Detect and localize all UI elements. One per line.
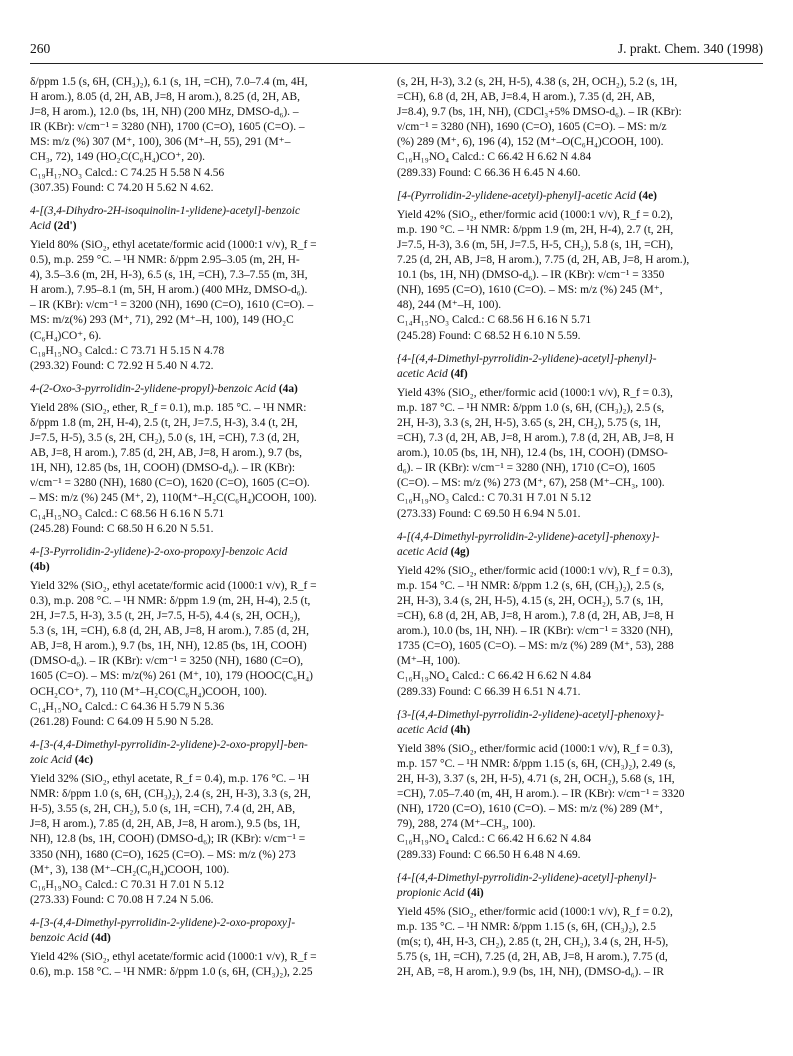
compound-name: {3-[(4,4-Dimethyl-pyrrolidin-2-ylidene)-acetyl]-phenoxy}- acetic Acid: [397, 708, 665, 736]
elemental-analysis: C₁₆H₁₉NO₄ Calcd.: C 66.42 H 6.62 N 4.84 (289.33) Found: C 66.36 H 6.45 N 4.60.: [397, 151, 592, 179]
compound-name: 4-[3-Pyrrolidin-2-ylidene)-2-oxo-propoxy]-benzoic Acid: [30, 545, 288, 558]
experimental-data: Yield 32% (SiO₂, ethyl acetate, R_f = 0.4), m.p. 176 °C. – ¹H NMR: δ/ppm 1.0 (s, 6H, (CH₃)₂), 2.4 (s, 2H, H-3), 3.3 (s, 2H, H-5), 3.55 (s, 2H, CH₂), 5.0 (s, 1H, =CH), 7.4 (d, 2H, AB, J=8, H arom.), 7.85 (d, 2H, AB, J=8, H arom.), 9.5 (bs, 1H, NH), 12.8 (bs, 1H, COOH) (DMSO-d₆); IR (KBr): ν/cm⁻¹ = 3350 (NH), 1680 (C=O), 1625 (C=O). – MS: m/z (%) 273 (M⁺, 3), 138 (M⁺–CH₂(C₆H₄)COOH, 100).: [30, 773, 311, 876]
compound-entry: [30, 916, 397, 980]
compound-entry: [30, 204, 397, 374]
elemental-analysis: C₁₈H₁₅NO₃ Calcd.: C 73.71 H 5.15 N 4.78 (293.32) Found: C 72.92 H 5.40 N 4.72.: [30, 344, 225, 372]
compound-entry: [397, 189, 764, 344]
experimental-data: (s, 2H, H-3), 3.2 (s, 2H, H-5), 4.38 (s, 2H, OCH₂), 5.2 (s, 1H, =CH), 6.8 (d, 2H, AB, J=8.4, H arom.), 7.35 (d, 2H, AB, J=8.4), 9.7 (bs, 1H, NH), (CDCl₃+5% DMSO-d₆). – IR (KBr): ν/cm⁻¹ = 3280 (NH), 1690 (C=O), 1605 (C=O). – MS: m/z (%) 289 (M⁺, 6), 196 (4), 152 (M⁺–O(C₆H₄)COOH, 100).: [397, 76, 682, 149]
elemental-analysis: C₁₄H₁₅NO₃ Calcd.: C 68.56 H 6.16 N 5.71 (245.28) Found: C 68.50 H 6.20 N 5.51.: [30, 507, 225, 535]
compound-name: 4-[3-(4,4-Dimethyl-pyrrolidin-2-ylidene)-2-oxo-propoxy]- benzoic Acid: [30, 916, 296, 944]
elemental-analysis: C₁₄H₁₅NO₃ Calcd.: C 68.56 H 6.16 N 5.71 (245.28) Found: C 68.52 H 6.10 N 5.59.: [397, 314, 592, 342]
experimental-data: δ/ppm 1.5 (s, 6H, (CH₃)₂), 6.1 (s, 1H, =CH), 7.0–7.4 (m, 4H, H arom.), 8.05 (d, 2H, AB, J=8, H arom.), 8.25 (d, 2H, AB, J=8, H arom.), 12.0 (bs, 1H, NH) (200 MHz, DMSO-d₆). – IR (KBr): ν/cm⁻¹ = 3280 (NH), 1700 (C=O), 1605 (C=O). – MS: m/z (%) 307 (M⁺, 100), 306 (M⁺–H, 55), 291 (M⁺– CH₃, 72), 149 (HO₂C(C₆H₄)CO⁺, 20).: [30, 76, 308, 164]
compound-heading: [30, 545, 397, 575]
experimental-data: Yield 42% (SiO₂, ether/formic acid (1000:1 v/v), R_f = 0.3), m.p. 154 °C. – ¹H NMR: δ/ppm 1.2 (s, 6H, (CH₃)₂), 2.5 (s, 2H, H-3), 3.4 (s, 2H, H-5), 4.15 (s, 2H, OCH₂), 5.7 (s, 1H, =CH), 6.8 (d, 2H, AB, J=8, H arom.), 7.8 (d, 2H, AB, J=8, H arom.), 10.0 (bs, 1H, NH). – IR (KBr): ν/cm⁻¹ = 3320 (NH), 1735 (C=O), 1605 (C=O). – MS: m/z (%) 289 (M⁺, 53), 288 (M⁺–H, 100).: [397, 564, 674, 668]
compound-id: (2d'): [53, 219, 77, 232]
compound-id: (4h): [450, 723, 471, 736]
compound-id: (4c): [74, 753, 94, 766]
compound-heading: [30, 382, 397, 397]
experimental-data: Yield 45% (SiO₂, ether/formic acid (1000:1 v/v), R_f = 0.2), m.p. 135 °C. – ¹H NMR: δ/ppm 1.15 (s, 6H, (CH₃)₂), 2.5 (m(s; t), 4H, H-3, CH₂), 2.85 (t, 2H, CH₂), 3.4 (s, 2H, H-5), 5.75 (s, 1H, =CH), 7.25 (d, 2H, AB, J=8, H arom.), 7.75 (d, 2H, AB, =8, H arom.), 9.9 (bs, 1H, NH), (DMSO-d₆). – IR: [397, 905, 673, 979]
experimental-data: Yield 42% (SiO₂, ethyl acetate/formic acid (1000:1 v/v), R_f = 0.6), m.p. 158 °C. – ¹H NMR: δ/ppm 1.0 (s, 6H, (CH₃)₂), 2.25: [30, 951, 317, 979]
compound-name: {4-[(4,4-Dimethyl-pyrrolidin-2-ylidene)-acetyl]-phenyl}- propionic Acid: [397, 871, 657, 899]
elemental-analysis: C₁₆H₁₉NO₃ Calcd.: C 70.31 H 7.01 N 5.12 (273.33) Found: C 69.50 H 6.94 N 5.01.: [397, 492, 592, 520]
compound-entry: [397, 708, 764, 863]
compound-name: 4-[(4,4-Dimethyl-pyrrolidin-2-ylidene)-acetyl]-phenoxy}- acetic Acid: [397, 530, 660, 558]
compound-id: (4f): [450, 367, 468, 380]
compound-entry: [397, 75, 764, 181]
compound-name: [4-(Pyrrolidin-2-ylidene-acetyl)-phenyl]-acetic Acid: [397, 189, 639, 202]
compound-heading: [397, 871, 764, 901]
experimental-data: Yield 32% (SiO₂, ethyl acetate/formic acid (1000:1 v/v), R_f = 0.3), m.p. 208 °C. – ¹H NMR: δ/ppm 1.9 (m, 2H, H-4), 2.5 (t, 2H, J=7.5, H-3), 3.5 (t, 2H, J=7.5, H-5), 4.4 (s, 2H, OCH₂), 5.3 (s, 1H, =CH), 6.8 (d, 2H, AB, J=8, H arom.), 7.85 (d, 2H, AB, J=8, H arom.), 9.7 (bs, 1H, NH), 12.85 (bs, 1H, COOH) (DMSO-d₆). – IR (KBr): ν/cm⁻¹ = 3250 (NH), 1680 (C=O), 1605 (C=O). – MS: m/z(%) 261 (M⁺, 10), 179 (HOOC(C₆H₄) OCH₂CO⁺, 7), 110 (M⁺–H₂CO(C₆H₄)COOH, 100).: [30, 579, 317, 698]
experimental-data: Yield 38% (SiO₂, ether/formic acid (1000:1 v/v), R_f = 0.3), m.p. 157 °C. – ¹H NMR: δ/ppm 1.15 (s, 6H, (CH₃)₂), 2.49 (s, 2H, H-3), 3.37 (s, 2H, H-5), 4.71 (s, 2H, OCH₂), 5.68 (s, 1H, =CH), 7.05–7.40 (m, 4H, H arom.). – IR (KBr): ν/cm⁻¹ = 3320 (NH), 1720 (C=O), 1610 (C=O). – MS: m/z (%) 289 (M⁺, 79), 288, 274 (M⁺–CH₃, 100).: [397, 742, 685, 831]
compound-name: {4-[(4,4-Dimethyl-pyrrolidin-2-ylidene)-acetyl]-phenyl}- acetic Acid: [397, 352, 657, 380]
compound-entry: [30, 382, 397, 537]
compound-name: 4-[(3,4-Dihydro-2H-isoquinolin-1-ylidene)-acetyl]-benzoic Acid: [30, 204, 301, 232]
compound-heading: [397, 189, 764, 204]
left-column: [30, 75, 397, 980]
running-header: [30, 41, 763, 64]
compound-id: (4g): [450, 545, 470, 558]
journal-citation: J. prakt. Chem. 340 (1998): [617, 41, 763, 56]
experimental-data: Yield 43% (SiO₂, ether/formic acid (1000:1 v/v), R_f = 0.3), m.p. 187 °C. – ¹H NMR: δ/ppm 1.0 (s, 6H, (CH₃)₂), 2.5 (s, 2H, H-3), 3.3 (s, 2H, H-5), 3.65 (s, 2H, CH₂), 5.75 (s, 1H, =CH), 7.3 (d, 2H, AB, J=8, H arom.), 7.8 (d, 2H, AB, J=8, H arom.), 10.05 (bs, 1H, NH), 12.4 (bs, 1H, COOH) (DMSO- d₆). – IR (KBr): ν/cm⁻¹ = 3280 (NH), 1710 (C=O), 1605 (C=O). – MS: m/z (%) 273 (M⁺, 67), 258 (M⁺–CH₃, 100).: [397, 386, 674, 490]
compound-name: 4-[3-(4,4-Dimethyl-pyrrolidin-2-ylidene)-2-oxo-propyl]-ben- zoic Acid: [30, 738, 308, 766]
compound-entry: [30, 75, 397, 196]
elemental-analysis: C₁₄H₁₅NO₄ Calcd.: C 64.36 H 5.79 N 5.36 (261.28) Found: C 64.09 H 5.90 N 5.28.: [30, 700, 225, 728]
elemental-analysis: C₁₆H₁₉NO₄ Calcd.: C 66.42 H 6.62 N 4.84 (289.33) Found: C 66.50 H 6.48 N 4.69.: [397, 833, 592, 861]
elemental-analysis: C₁₆H₁₉NO₄ Calcd.: C 66.42 H 6.62 N 4.84 (289.33) Found: C 66.39 H 6.51 N 4.71.: [397, 670, 592, 698]
compound-entry: [397, 871, 764, 981]
compound-id: (4d): [91, 931, 111, 944]
compound-heading: [397, 530, 764, 560]
page-number: 260: [30, 41, 51, 56]
compound-entry: [30, 738, 397, 908]
compound-id: (4b): [30, 560, 50, 573]
compound-entry: [397, 352, 764, 522]
experimental-data: Yield 28% (SiO₂, ether, R_f = 0.1), m.p. 185 °C. – ¹H NMR: δ/ppm 1.8 (m, 2H, H-4), 2.5 (t, 2H, J=7.5, H-3), 3.4 (t, 2H, J=7.5, H-5), 3.5 (s, 2H, CH₂), 5.0 (s, 1H, =CH), 7.3 (d, 2H, AB, J=8, H arom.), 7.85 (d, 2H, AB, J=8, H arom.), 9.7 (bs, 1H, NH), 12.85 (bs, 1H, COOH) (DMSO-d₆). – IR (KBr): ν/cm⁻¹ = 3280 (NH), 1680 (C=O), 1620 (C=O), 1605 (C=O). – MS: m/z (%) 245 (M⁺, 2), 110(M⁺–H₂C(C₆H₄)COOH, 100).: [30, 401, 317, 505]
experimental-data: Yield 80% (SiO₂, ethyl acetate/formic acid (1000:1 v/v), R_f = 0.5), m.p. 259 °C. – ¹H NMR: δ/ppm 2.95–3.05 (m, 2H, H- 4), 3.5–3.6 (m, 2H, H-3), 6.5 (s, 1H, =CH), 7.3–7.55 (m, 3H, H arom.), 7.95–8.1 (m, 5H, H arom.) (400 MHz, DMSO-d₆). – IR (KBr): ν/cm⁻¹ = 3200 (NH), 1690 (C=O), 1610 (C=O). – MS: m/z(%) 293 (M⁺, 71), 292 (M⁺–H, 100), 149 (HO₂C (C₆H₄)CO⁺, 6).: [30, 238, 317, 342]
compound-heading: [30, 204, 397, 234]
compound-id: (4a): [278, 382, 298, 395]
compound-id: (4e): [638, 189, 657, 202]
compound-name: 4-(2-Oxo-3-pyrrolidin-2-ylidene-propyl)-benzoic Acid: [30, 382, 279, 395]
compound-heading: [397, 708, 764, 738]
compound-heading: [30, 738, 397, 768]
compound-entry: [30, 545, 397, 730]
elemental-analysis: C₁₉H₁₇NO₃ Calcd.: C 74.25 H 5.58 N 4.56 (307.35) Found: C 74.20 H 5.62 N 4.62.: [30, 166, 225, 194]
compound-entry: [397, 530, 764, 700]
compound-id: (4i): [467, 886, 484, 899]
right-column: [397, 75, 764, 980]
elemental-analysis: C₁₆H₁₉NO₃ Calcd.: C 70.31 H 7.01 N 5.12 (273.33) Found: C 70.08 H 7.24 N 5.06.: [30, 878, 225, 906]
compound-heading: [30, 916, 397, 946]
compound-heading: [397, 352, 764, 382]
experimental-data: Yield 42% (SiO₂, ether/formic acid (1000:1 v/v), R_f = 0.2), m.p. 190 °C. – ¹H NMR: δ/ppm 1.9 (m, 2H, H-4), 2.7 (t, 2H, J=7.5, H-3), 3.6 (m, 5H, J=7.5, H-5, CH₂), 5.8 (s, 1H, =CH), 7.25 (d, 2H, AB, J=8, H arom.), 7.75 (d, 2H, AB, J=8, H arom.), 10.1 (bs, 1H, NH) (DMSO-d₆). – IR (KBr): ν/cm⁻¹ = 3350 (NH), 1695 (C=O), 1610 (C=O). – MS: m/z (%) 245 (M⁺, 48), 244 (M⁺–H, 100).: [397, 208, 690, 312]
